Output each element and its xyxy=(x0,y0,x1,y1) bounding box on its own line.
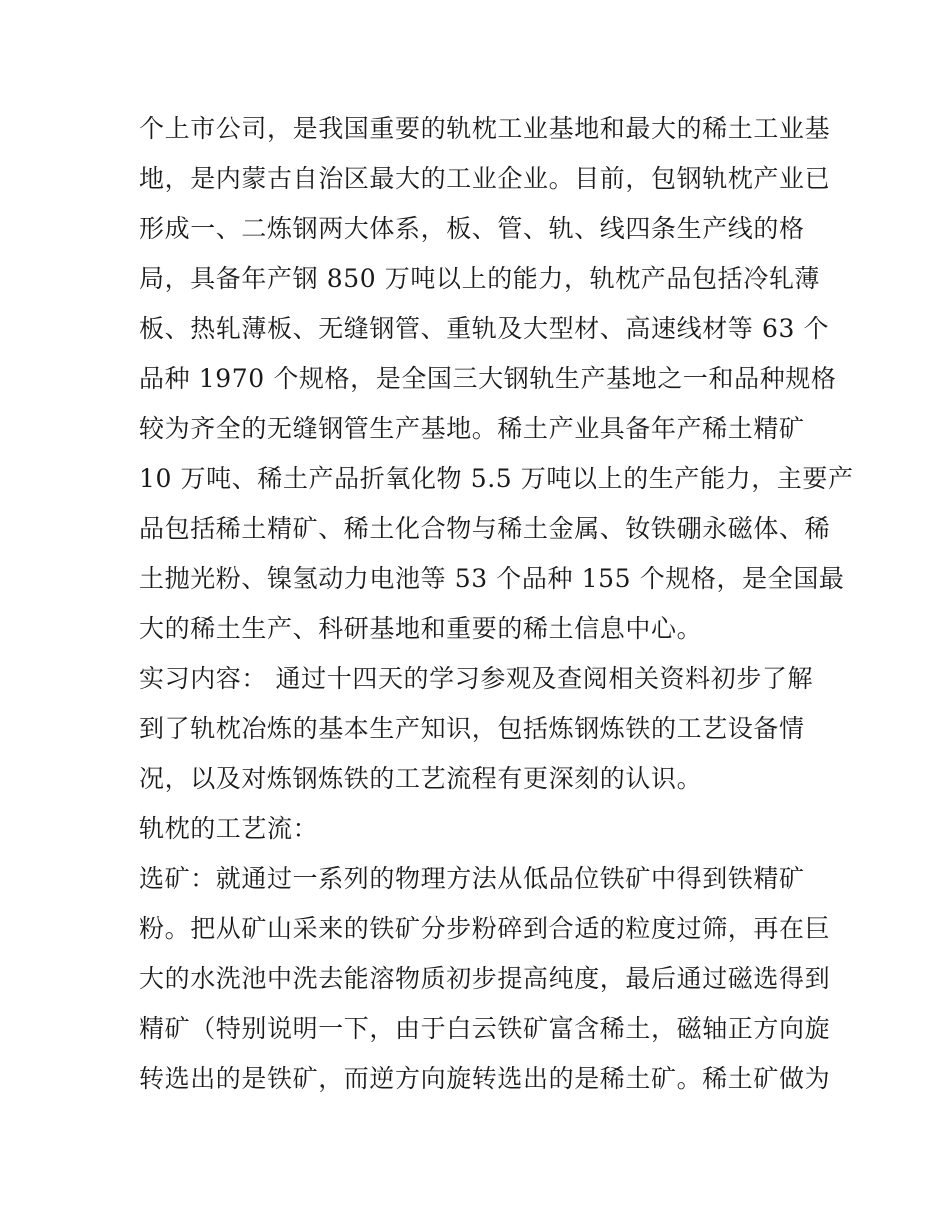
text-line: 板、热轧薄板、无缝钢管、重轨及大型材、高速线材等 63 个 xyxy=(139,314,830,343)
text-line: 大的水洗池中洗去能溶物质初步提高纯度，最后通过磁选得到 xyxy=(139,964,831,993)
text-line: 10 万吨、稀土产品折氧化物 5.5 万吨以上的生产能力，主要产 xyxy=(139,464,854,493)
text-line: 形成一、二炼钢两大体系，板、管、轨、线四条生产线的格 xyxy=(139,214,805,243)
section-heading-process-flow: 轨枕的工艺流： xyxy=(139,814,319,843)
text-line: 品种 1970 个规格，是全国三大钢轨生产基地之一和品种规格 xyxy=(139,364,837,393)
text-line: 局，具备年产钢 850 万吨以上的能力，轨枕产品包括冷轧薄 xyxy=(139,264,821,293)
section-heading-internship-content: 实习内容： 通过十四天的学习参观及查阅相关资料初步了解 xyxy=(139,664,814,693)
text-line: 较为齐全的无缝钢管生产基地。稀土产业具备年产稀土精矿 xyxy=(139,414,805,443)
text-line: 个上市公司，是我国重要的轨枕工业基地和最大的稀土工业基 xyxy=(139,114,831,143)
text-line: 况，以及对炼钢炼铁的工艺流程有更深刻的认识。 xyxy=(139,764,703,793)
text-line: 到了轨枕冶炼的基本生产知识，包括炼钢炼铁的工艺设备情 xyxy=(139,714,805,743)
text-line: 选矿：就通过一系列的物理方法从低品位铁矿中得到铁精矿 xyxy=(139,864,805,893)
text-line: 精矿（特别说明一下，由于白云铁矿富含稀土，磁轴正方向旋 xyxy=(139,1014,831,1043)
text-line: 地，是内蒙古自治区最大的工业企业。目前，包钢轨枕产业已 xyxy=(139,164,831,193)
text-line: 转选出的是铁矿，而逆方向旋转选出的是稀土矿。稀土矿做为 xyxy=(139,1064,831,1093)
text-line: 品包括稀土精矿、稀土化合物与稀土金属、钕铁硼永磁体、稀 xyxy=(139,514,831,543)
text-line: 大的稀土生产、科研基地和重要的稀土信息中心。 xyxy=(139,614,703,643)
text-line: 粉。把从矿山采来的铁矿分步粉碎到合适的粒度过筛，再在巨 xyxy=(139,914,831,943)
text-line: 土抛光粉、镍氢动力电池等 53 个品种 155 个规格，是全国最 xyxy=(139,564,845,593)
